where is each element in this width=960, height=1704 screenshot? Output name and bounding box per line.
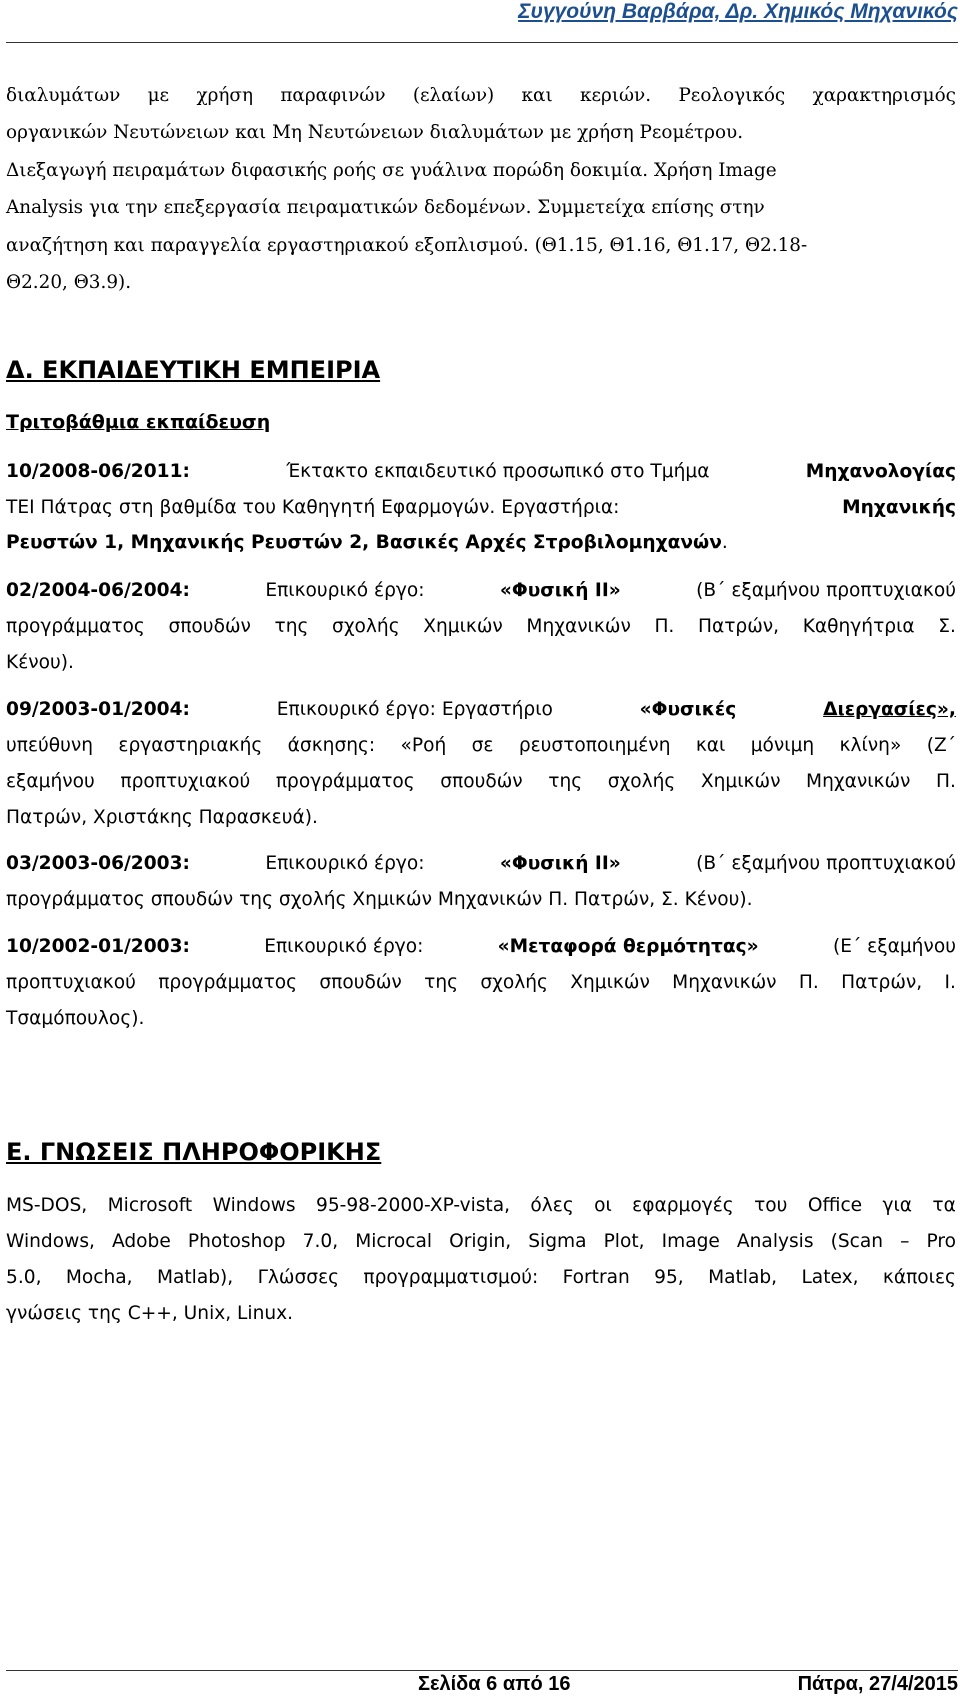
entry-4-date: 03/2003-06/2003: [6, 853, 190, 874]
entry-5-line-2 [6, 971, 956, 995]
entry-5-date: 10/2002-01/2003: [6, 936, 190, 957]
word: Plot, [603, 1231, 645, 1252]
word: 95, [654, 1267, 684, 1288]
word: Μηχανικών [806, 771, 911, 792]
word: Χημικών [570, 972, 650, 993]
entry-2-line-1 [6, 579, 956, 603]
word: σχολής [480, 972, 548, 993]
entry-2-rest: (Β΄ εξαμήνου προπτυχιακού [696, 580, 956, 601]
word: MS-DOS, [6, 1195, 88, 1216]
word: διαλυμάτων [6, 85, 121, 106]
word: Μηχανικών [526, 616, 631, 637]
computing-line-4: γνώσεις της C++, Unix, Linux. [6, 1303, 294, 1324]
word: Γλώσσες [257, 1267, 340, 1288]
word: του [754, 1195, 788, 1216]
word: – [900, 1231, 910, 1252]
entry-5-line-3: Τσαμόπουλος). [6, 1008, 145, 1029]
entry-5-bold: «Μεταφορά θερμότητας» [497, 936, 759, 957]
word: Fortran [562, 1267, 630, 1288]
word: όλες [530, 1195, 574, 1216]
word: 5.0, [6, 1267, 42, 1288]
computing-line-3 [6, 1266, 956, 1290]
word: Χημικών [700, 771, 781, 792]
word: Adobe [111, 1231, 171, 1252]
word: προγράμματος [158, 972, 298, 993]
word: χαρακτηρισμός [812, 85, 956, 106]
word: παραφινών [280, 85, 386, 106]
word: «Ροή [400, 735, 447, 756]
word: Ι. [944, 972, 956, 993]
word: Π. [654, 616, 675, 637]
word: Microsoft [107, 1195, 193, 1216]
entry-4-line-2: προγράμματος σπουδών της σχολής Χημικών Μηχανικών Π. Πατρών, Σ. Κένου). [6, 889, 753, 910]
word: Χημικών [423, 616, 503, 637]
entry-2-date: 02/2004-06/2004: [6, 580, 190, 601]
word: Sigma [528, 1231, 587, 1252]
word: (Scan [830, 1231, 884, 1252]
word: προπτυχιακού [120, 771, 251, 792]
entry-3-bold-b: Διεργασίες», [823, 699, 956, 720]
word: κάποιες [882, 1267, 956, 1288]
word: Πατρών, [697, 616, 780, 637]
word: της [274, 616, 309, 637]
word: Matlab, [708, 1267, 778, 1288]
word: Pro [926, 1231, 956, 1252]
word: σχολής [607, 771, 676, 792]
word: Ρεολογικός [678, 85, 786, 106]
entry-4-text: Επικουρικό έργο: [265, 853, 425, 874]
section-title-teaching-text: Δ. ΕΚΠΑΙΔΕΥΤΙΚΗ ΕΜΠΕΙΡΙΑ [6, 356, 381, 384]
word: τα [932, 1195, 956, 1216]
section-title-computing [6, 1140, 956, 1164]
entry-5-text: Επικουρικό έργο: [264, 936, 424, 957]
word: Latex, [801, 1267, 859, 1288]
section-title-teaching [6, 358, 956, 382]
word: προγράμματος [6, 616, 145, 637]
word: σπουδών [319, 972, 402, 993]
intro-line-1 [6, 84, 956, 108]
word: υπεύθυνη [6, 735, 94, 756]
intro-line-6: Θ2.20, Θ3.9). [6, 272, 132, 293]
entry-1-courses: Ρευστών 1, Μηχανικής Ρευστών 2, Βασικές Αρχές Στροβιλομηχανών [6, 532, 722, 553]
computing-line-2 [6, 1230, 956, 1254]
entry-1-line-2-text: ΤΕΙ Πάτρας στη βαθμίδα του Καθηγητή Εφαρμογών. Εργαστήρια: [6, 497, 620, 518]
footer-divider [6, 1670, 958, 1671]
entry-1-line-2-bold: Μηχανικής [842, 497, 956, 518]
word: άσκησης: [287, 735, 376, 756]
entry-4-bold: «Φυσική ΙΙ» [499, 853, 621, 874]
entry-3-date: 09/2003-01/2004: [6, 699, 190, 720]
entry-1-line-3 [6, 531, 956, 555]
entry-3-text: Επικουρικό έργο: Εργαστήριο [276, 699, 553, 720]
word: 7.0, [302, 1231, 339, 1252]
word: (Ζ΄ [926, 735, 956, 756]
word: Analysis [736, 1231, 814, 1252]
entry-1-bold: Μηχανολογίας [805, 461, 956, 482]
word: ρευστοποιημένη [518, 735, 671, 756]
word: Windows, [6, 1231, 95, 1252]
word: προγράμματος [275, 771, 415, 792]
word: και [695, 735, 726, 756]
entry-3-line-2 [6, 734, 956, 758]
entry-1-line-3-end: . [721, 532, 728, 553]
word: Microcal [355, 1231, 433, 1252]
word: εξαμήνου [6, 771, 95, 792]
section-title-computing-text: Ε. ΓΝΩΣΕΙΣ ΠΛΗΡΟΦΟΡΙΚΗΣ [6, 1138, 382, 1166]
entry-3-line-3 [6, 770, 956, 794]
word: μόνιμη [750, 735, 815, 756]
word: σε [471, 735, 494, 756]
word: και [521, 85, 553, 106]
word: Office [807, 1195, 863, 1216]
word: σπουδών [168, 616, 251, 637]
word: κεριών. [580, 85, 652, 106]
footer-page-number: Σελίδα 6 από 16 [418, 1673, 571, 1695]
entry-5-line-1 [6, 935, 956, 959]
word: Καθηγήτρια [802, 616, 915, 637]
entry-4-line-1 [6, 852, 956, 876]
word: Πατρών, [841, 972, 923, 993]
word: (ελαίων) [412, 85, 495, 106]
word: σπουδών [440, 771, 523, 792]
header-divider [6, 42, 958, 43]
word: σχολής [332, 616, 400, 637]
word: Origin, [449, 1231, 512, 1252]
entry-2-line-2 [6, 615, 956, 639]
word: Matlab), [156, 1267, 234, 1288]
word: Mocha, [65, 1267, 133, 1288]
word: Photoshop [187, 1231, 286, 1252]
word: οι [594, 1195, 612, 1216]
intro-line-2: οργανικών Νευτώνειων και Μη Νευτώνειων διαλυμάτων με χρήση Ρεομέτρου. [6, 122, 744, 143]
word: εφαρμογές [632, 1195, 734, 1216]
subsection-title-tertiary: Τριτοβάθμια εκπαίδευση [6, 411, 271, 433]
word: εργαστηριακής [118, 735, 263, 756]
word: Π. [798, 972, 819, 993]
word: Windows [212, 1195, 296, 1216]
entry-2-text: Επικουρικό έργο: [265, 580, 425, 601]
word: της [548, 771, 583, 792]
word: Image [661, 1231, 720, 1252]
entry-1-line-1 [6, 460, 956, 484]
word: προπτυχιακού [6, 972, 136, 993]
word: της [424, 972, 459, 993]
word: κλίνη» [839, 735, 902, 756]
entry-1-date: 10/2008-06/2011: [6, 461, 190, 482]
entry-1-text: Έκτακτο εκπαιδευτικό προσωπικό στο Τμήμα [286, 461, 710, 482]
intro-line-3: Διεξαγωγή πειραμάτων διφασικής ροής σε γυάλινα πορώδη δοκιμία. Χρήση Image [6, 160, 777, 181]
word: Σ. [938, 616, 956, 637]
word: για [882, 1195, 913, 1216]
header-author: Συγγούνη Βαρβάρα, Δρ. Χημικός Μηχανικός [518, 0, 958, 23]
word: χρήση [196, 85, 253, 106]
entry-3-line-1 [6, 698, 956, 722]
intro-line-4: Analysis για την επεξεργασία πειραματικών δεδομένων. Συμμετείχα επίσης στην [6, 197, 765, 218]
word: Μηχανικών [672, 972, 777, 993]
entry-3-bold-a: «Φυσικές [639, 699, 737, 720]
entry-1-line-2 [6, 496, 956, 520]
entry-2-bold: «Φυσική ΙΙ» [499, 580, 621, 601]
entry-2-line-3: Κένου). [6, 652, 74, 673]
word: 95-98-2000-XP-vista, [315, 1195, 511, 1216]
word: Π. [936, 771, 956, 792]
entry-3-line-4: Πατρών, Χριστάκης Παρασκευά). [6, 807, 318, 828]
intro-line-5: αναζήτηση και παραγγελία εργαστηριακού εξοπλισμού. (Θ1.15, Θ1.16, Θ1.17, Θ2.18- [6, 235, 808, 256]
computing-line-1 [6, 1194, 956, 1218]
word: προγραμματισμού: [363, 1267, 539, 1288]
footer-place-date: Πάτρα, 27/4/2015 [797, 1673, 958, 1695]
word: με [147, 85, 170, 106]
entry-4-rest: (Β΄ εξαμήνου προπτυχιακού [696, 853, 956, 874]
entry-5-rest: (Ε΄ εξαμήνου [832, 936, 956, 957]
